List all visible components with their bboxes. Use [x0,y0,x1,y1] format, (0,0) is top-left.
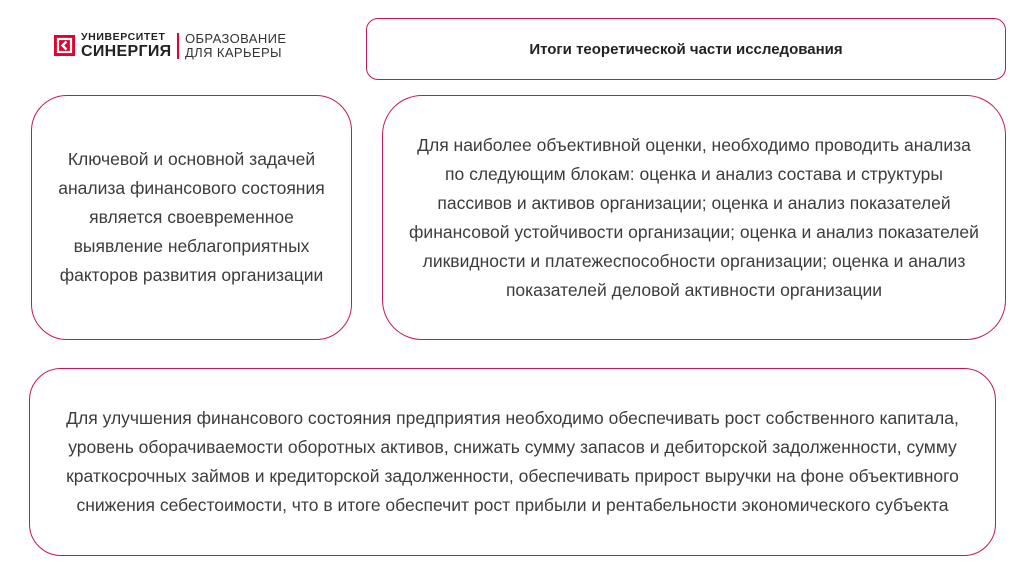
slide-title: Итоги теоретической части исследования [529,40,843,58]
logo-tagline-2: ДЛЯ КАРЬЕРЫ [184,44,282,60]
logo-divider [177,33,179,59]
university-logo [54,32,286,60]
logo-line-2: СИНЕРГИЯ [81,42,172,60]
logo-line-1: УНИВЕРСИТЕТ [81,31,166,43]
logo-tagline-1: ОБРАЗОВАНИЕ [184,31,287,47]
title-box [366,18,1006,80]
improvement-text: Для улучшения финансового состояния предприятия необходимо обеспечивать рост собственного капитала, уровень оборачиваемости оборотных активов, снижать сумму запасов и дебиторской задолженности, сумму краткосрочных займов и кредиторской задолженности, обеспечивать прирост выручки на фоне объективного снижения себестоимости, что в итоге обеспечит рост прибыли и рентабельности экономического субъекта [66,408,959,515]
synergy-logo-icon [54,35,75,56]
key-task-text: Ключевой и основной задачей анализа финансового состояния является своевременное выявление неблагоприятных факторов развития организации [58,149,325,285]
key-task-box [31,95,352,340]
logo-wordmark [81,32,171,60]
improvement-box [29,368,996,556]
analysis-blocks-text: Для наиболее объективной оценки, необходимо проводить анализа по следующим блокам: оценка и анализ состава и структуры пассивов и активов организации; оценка и анализ показателей финансовой устойчивости организации; оценка и анализ показателей ликвидности и платежеспособности организации; оценка и анализ показателей деловой активности организации [409,134,979,300]
analysis-blocks-box [382,95,1006,340]
logo-tagline [185,32,287,59]
